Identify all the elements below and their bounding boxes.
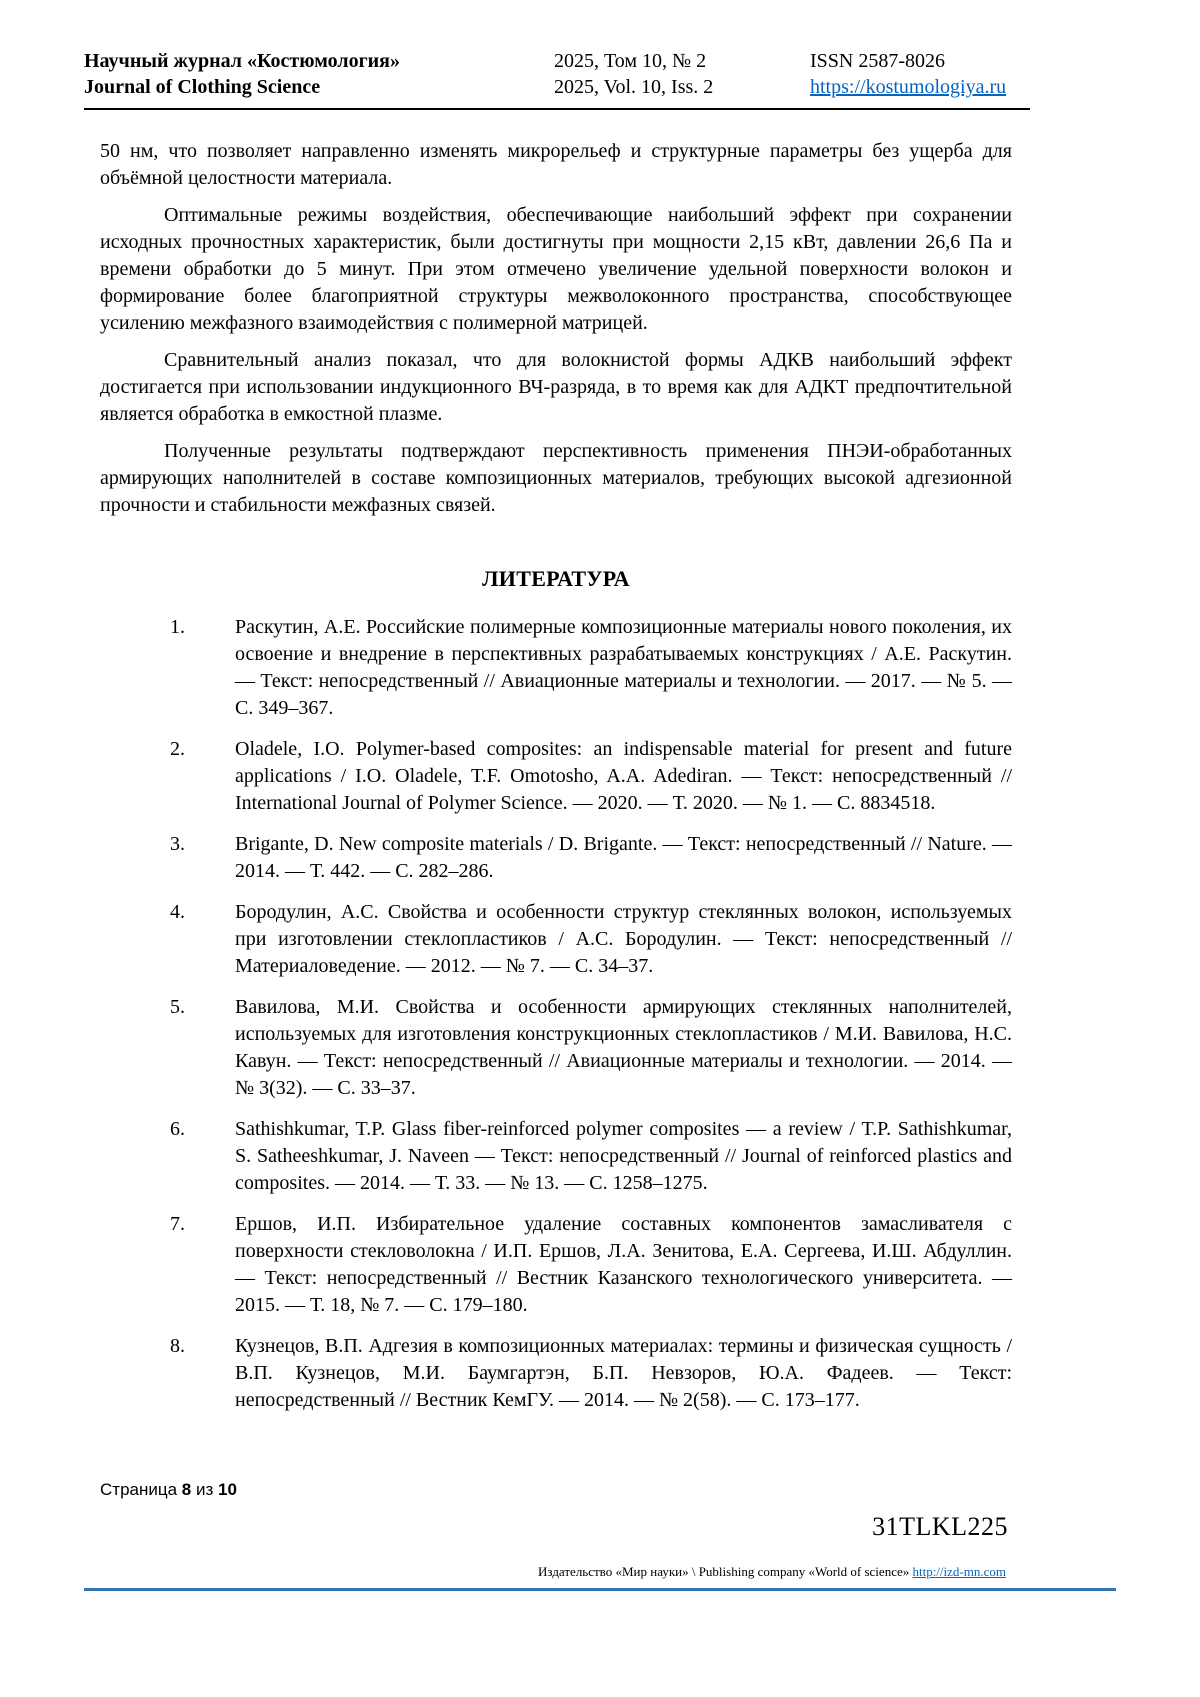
reference-text: Бородулин, А.С. Свойства и особенности структур стеклянных волокон, используемых при изготовлении стеклопластиков / А.С. Бородулин. — Текст: непосредственный // Материаловедение. — 2012. — № 7. — С. 34–37. [235,901,1012,977]
reference-item [170,1116,1012,1197]
body-paragraph-2: Оптимальные режимы воздействия, обеспечивающие наибольший эффект при сохранении исходных прочностных характеристик, были достигнуты при мощности 2,15 кВт, давлении 26,6 Па и времени обработки до 5 минут. При этом отмечено увеличение удельной поверхности волокон и формирование более благоприятной структуры межволоконного пространства, способствующее усилению межфазного взаимодействия с полимерной матрицей. [100,204,1012,334]
reference-item [170,831,1012,885]
page-total: 10 [218,1480,237,1499]
publisher-line [100,1564,1006,1580]
page-header [84,48,1030,110]
page-word: Страница [100,1480,178,1499]
reference-number: 4. [170,901,185,923]
reference-text: Кузнецов, В.П. Адгезия в композиционных материалах: термины и физическая сущность / В.П. Кузнецов, М.И. Баумгартэн, Б.П. Невзоров, Ю.А. Фадеев. — Текст: непосредственный // Вестник КемГУ. — 2014. — № 2(58). — С. 173–177. [235,1335,1012,1411]
reference-item [170,899,1012,980]
body-paragraph-1: 50 нм, что позволяет направленно изменять микрорельеф и структурные параметры без ущерба для объёмной целостности материала. [100,140,1012,189]
reference-number: 2. [170,738,185,760]
reference-number: 3. [170,833,185,855]
reference-number: 1. [170,616,185,638]
reference-item [170,736,1012,817]
body-paragraph-4: Полученные результаты подтверждают перспективность применения ПНЭИ-обработанных армирующих наполнителей в составе композиционных материалов, требующих высокой адгезионной прочности и стабильности межфазных связей. [100,440,1012,516]
issue-info-en: 2025, Vol. 10, Iss. 2 [554,76,714,98]
document-code: 31TLKL225 [872,1512,1008,1541]
reference-text: Раскутин, А.Е. Российские полимерные композиционные материалы нового поколения, их освоение и внедрение в перспективных разрабатываемых конструкциях / А.Е. Раскутин. — Текст: непосредственный // Авиационные материалы и технологии. — 2017. — № 5. — С. 349–367. [235,616,1012,719]
publisher-url-link[interactable]: http://izd-mn.com [912,1564,1006,1579]
journal-title-en: Journal of Clothing Science [84,76,321,98]
page-number: 8 [181,1480,192,1499]
bottom-rule [84,1588,1116,1591]
reference-text: Ершов, И.П. Избирательное удаление составных компонентов замасливателя с поверхности стекловолокна / И.П. Ершов, Л.А. Зенитова, Е.А. Сергеева, И.Ш. Абдуллин. — Текст: непосредственный // Вестник Казанского технологического университета. — 2015. — Т. 18, № 7. — С. 179–180. [235,1213,1012,1316]
page-indicator [100,1480,237,1500]
reference-item [170,614,1012,722]
publisher-text: Издательство «Мир науки» \ Publishing company «World of science» [538,1564,910,1579]
references-heading: ЛИТЕРАТУРА [482,566,630,591]
reference-text: Вавилова, М.И. Свойства и особенности армирующих стеклянных наполнителей, используемых для изготовления конструкционных стеклопластиков / М.И. Вавилова, Н.С. Кавун. — Текст: непосредственный // Авиационные материалы и технологии. — 2014. — № 3(32). — С. 33–37. [235,996,1012,1099]
reference-number: 7. [170,1213,185,1235]
references-list [170,614,1012,1414]
reference-text: Sathishkumar, T.P. Glass fiber-reinforced polymer composites — a review / T.P. Sathishkumar, S. Satheeshkumar, J. Naveen — Текст: непосредственный // Journal of reinforced plastics and composites. — 2014. — Т. 33. — № 13. — С. 1258–1275. [235,1118,1012,1194]
of-word: из [196,1480,214,1499]
issn-label: ISSN 2587-8026 [810,50,946,72]
reference-text: Brigante, D. New composite materials / D. Brigante. — Текст: непосредственный // Nature. — 2014. — Т. 442. — С. 282–286. [235,833,1012,882]
article-body [100,138,1012,1428]
reference-item [170,1211,1012,1319]
journal-title-block [84,48,554,100]
reference-item [170,1333,1012,1414]
journal-url-link[interactable]: https://kostumologiya.ru [810,76,1007,98]
reference-text: Oladele, I.O. Polymer-based composites: an indispensable material for present and future applications / I.O. Oladele, T.F. Omotosho, A.A. Adediran. — Текст: непосредственный // International Journal of Polymer Science. — 2020. — Т. 2020. — № 1. — С. 8834518. [235,738,1012,814]
body-paragraph-3: Сравнительный анализ показал, что для волокнистой формы АДКВ наибольший эффект достигается при использовании индукционного ВЧ-разряда, в то время как для АДКТ предпочтительной является обработка в емкостной плазме. [100,349,1012,425]
issue-info-block [554,48,810,100]
reference-number: 5. [170,996,185,1018]
reference-number: 6. [170,1118,185,1140]
reference-item [170,994,1012,1102]
issue-info-ru: 2025, Том 10, № 2 [554,50,707,72]
reference-number: 8. [170,1335,185,1357]
journal-title-ru: Научный журнал «Костюмология» [84,50,400,72]
issn-block [810,48,1030,100]
